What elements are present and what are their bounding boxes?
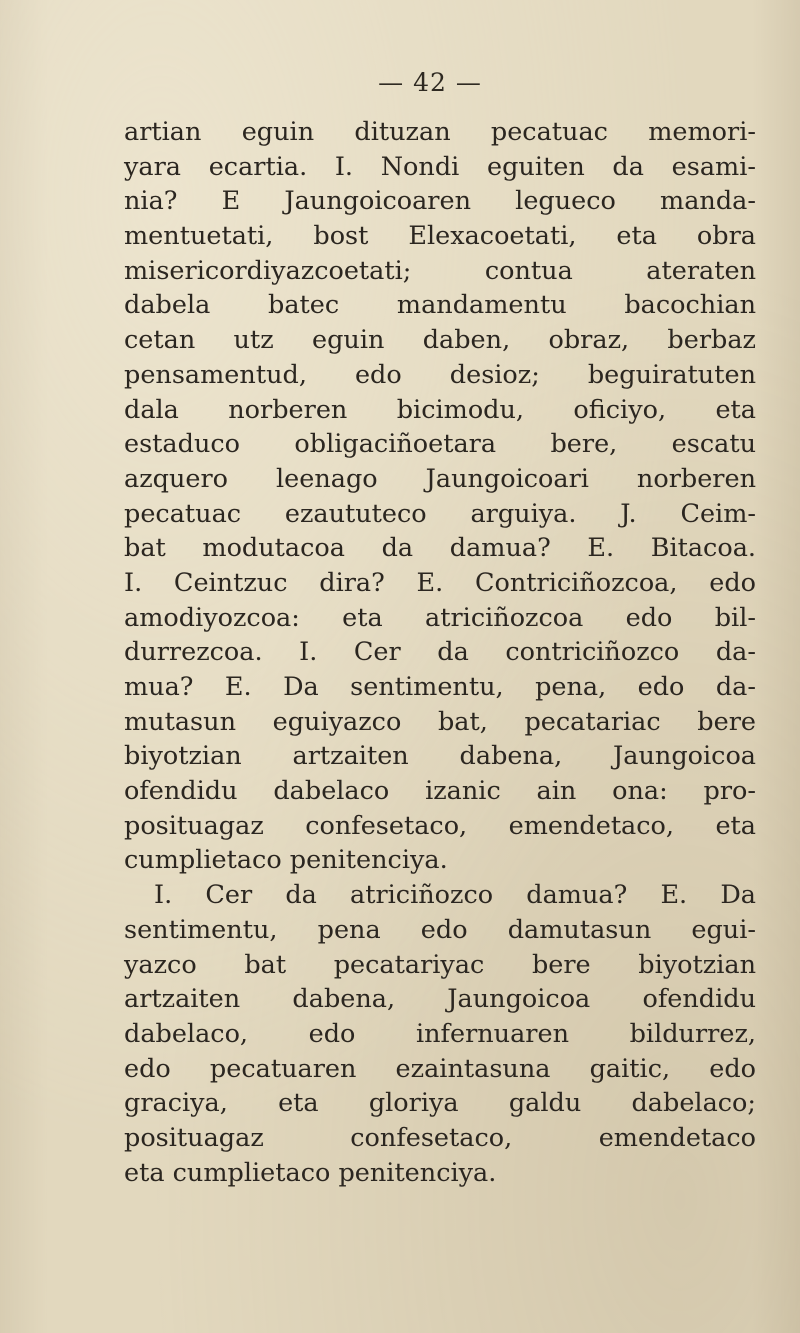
text-line: cumplietaco penitenciya. <box>124 845 448 876</box>
text-line: biyotzian artzaiten dabena, Jaungoicoa <box>124 741 756 772</box>
text-line: artian eguin dituzan pecatuac memori- <box>124 117 756 147</box>
page-number: — 42 — <box>378 68 482 97</box>
text-line: mutasun eguiyazco bat, pecatariac bere <box>124 706 756 737</box>
text-line: artzaiten dabena, Jaungoicoa ofendidu <box>124 984 756 1015</box>
text-line: dabelaco, edo infernuaren bildurrez, <box>124 1018 756 1049</box>
text-line: ofendidu dabelaco izanic ain ona: pro- <box>124 776 756 807</box>
text-line: dabela batec mandamentu bacochian <box>124 290 756 321</box>
text-line: I. Cer da atriciñozco damua? E. Da <box>154 880 756 911</box>
text-line: sentimentu, pena edo damutasun egui- <box>124 914 756 945</box>
text-line: dala norberen bicimodu, oficiyo, eta <box>124 394 756 425</box>
text-line: mentuetati, bost Elexacoetati, eta obra <box>124 221 756 252</box>
text-line: posituagaz confesetaco, emendetaco <box>124 1122 756 1153</box>
text-line: pecatuac ezaututeco arguiya. J. Ceim- <box>124 498 756 529</box>
text-line: estaduco obligaciñoetara bere, escatu <box>124 429 756 460</box>
text-line: bat modutacoa da damua? E. Bitacoa. <box>124 533 756 564</box>
text-line: cetan utz eguin daben, obraz, berbaz <box>124 325 756 356</box>
text-line: amodiyozcoa: eta atriciñozcoa edo bil- <box>124 602 756 633</box>
text-line: posituagaz confesetaco, emendetaco, eta <box>124 810 756 841</box>
text-line: yara ecartia. I. Nondi eguiten da esami- <box>124 151 756 182</box>
text-line: graciya, eta gloriya galdu dabelaco; <box>124 1088 756 1119</box>
text-line: pensamentud, edo desioz; beguiratuten <box>124 359 756 390</box>
text-line: eta cumplietaco penitenciya. <box>124 1157 497 1188</box>
text-line: yazco bat pecatariyac bere biyotzian <box>124 949 756 980</box>
text-line: misericordiyazcoetati; contua ateraten <box>124 255 756 286</box>
text-line: azquero leenago Jaungoicoari norberen <box>124 463 756 494</box>
text-line: nia? E Jaungoicoaren legueco manda- <box>124 186 756 217</box>
text-line: mua? E. Da sentimentu, pena, edo da- <box>124 672 756 702</box>
text-line: I. Ceintzuc dira? E. Contriciñozcoa, edo <box>124 567 756 598</box>
body-text <box>124 115 756 1190</box>
text-line: edo pecatuaren ezaintasuna gaitic, edo <box>124 1053 756 1084</box>
text-line: durrezcoa. I. Cer da contriciñozco da- <box>124 637 756 668</box>
